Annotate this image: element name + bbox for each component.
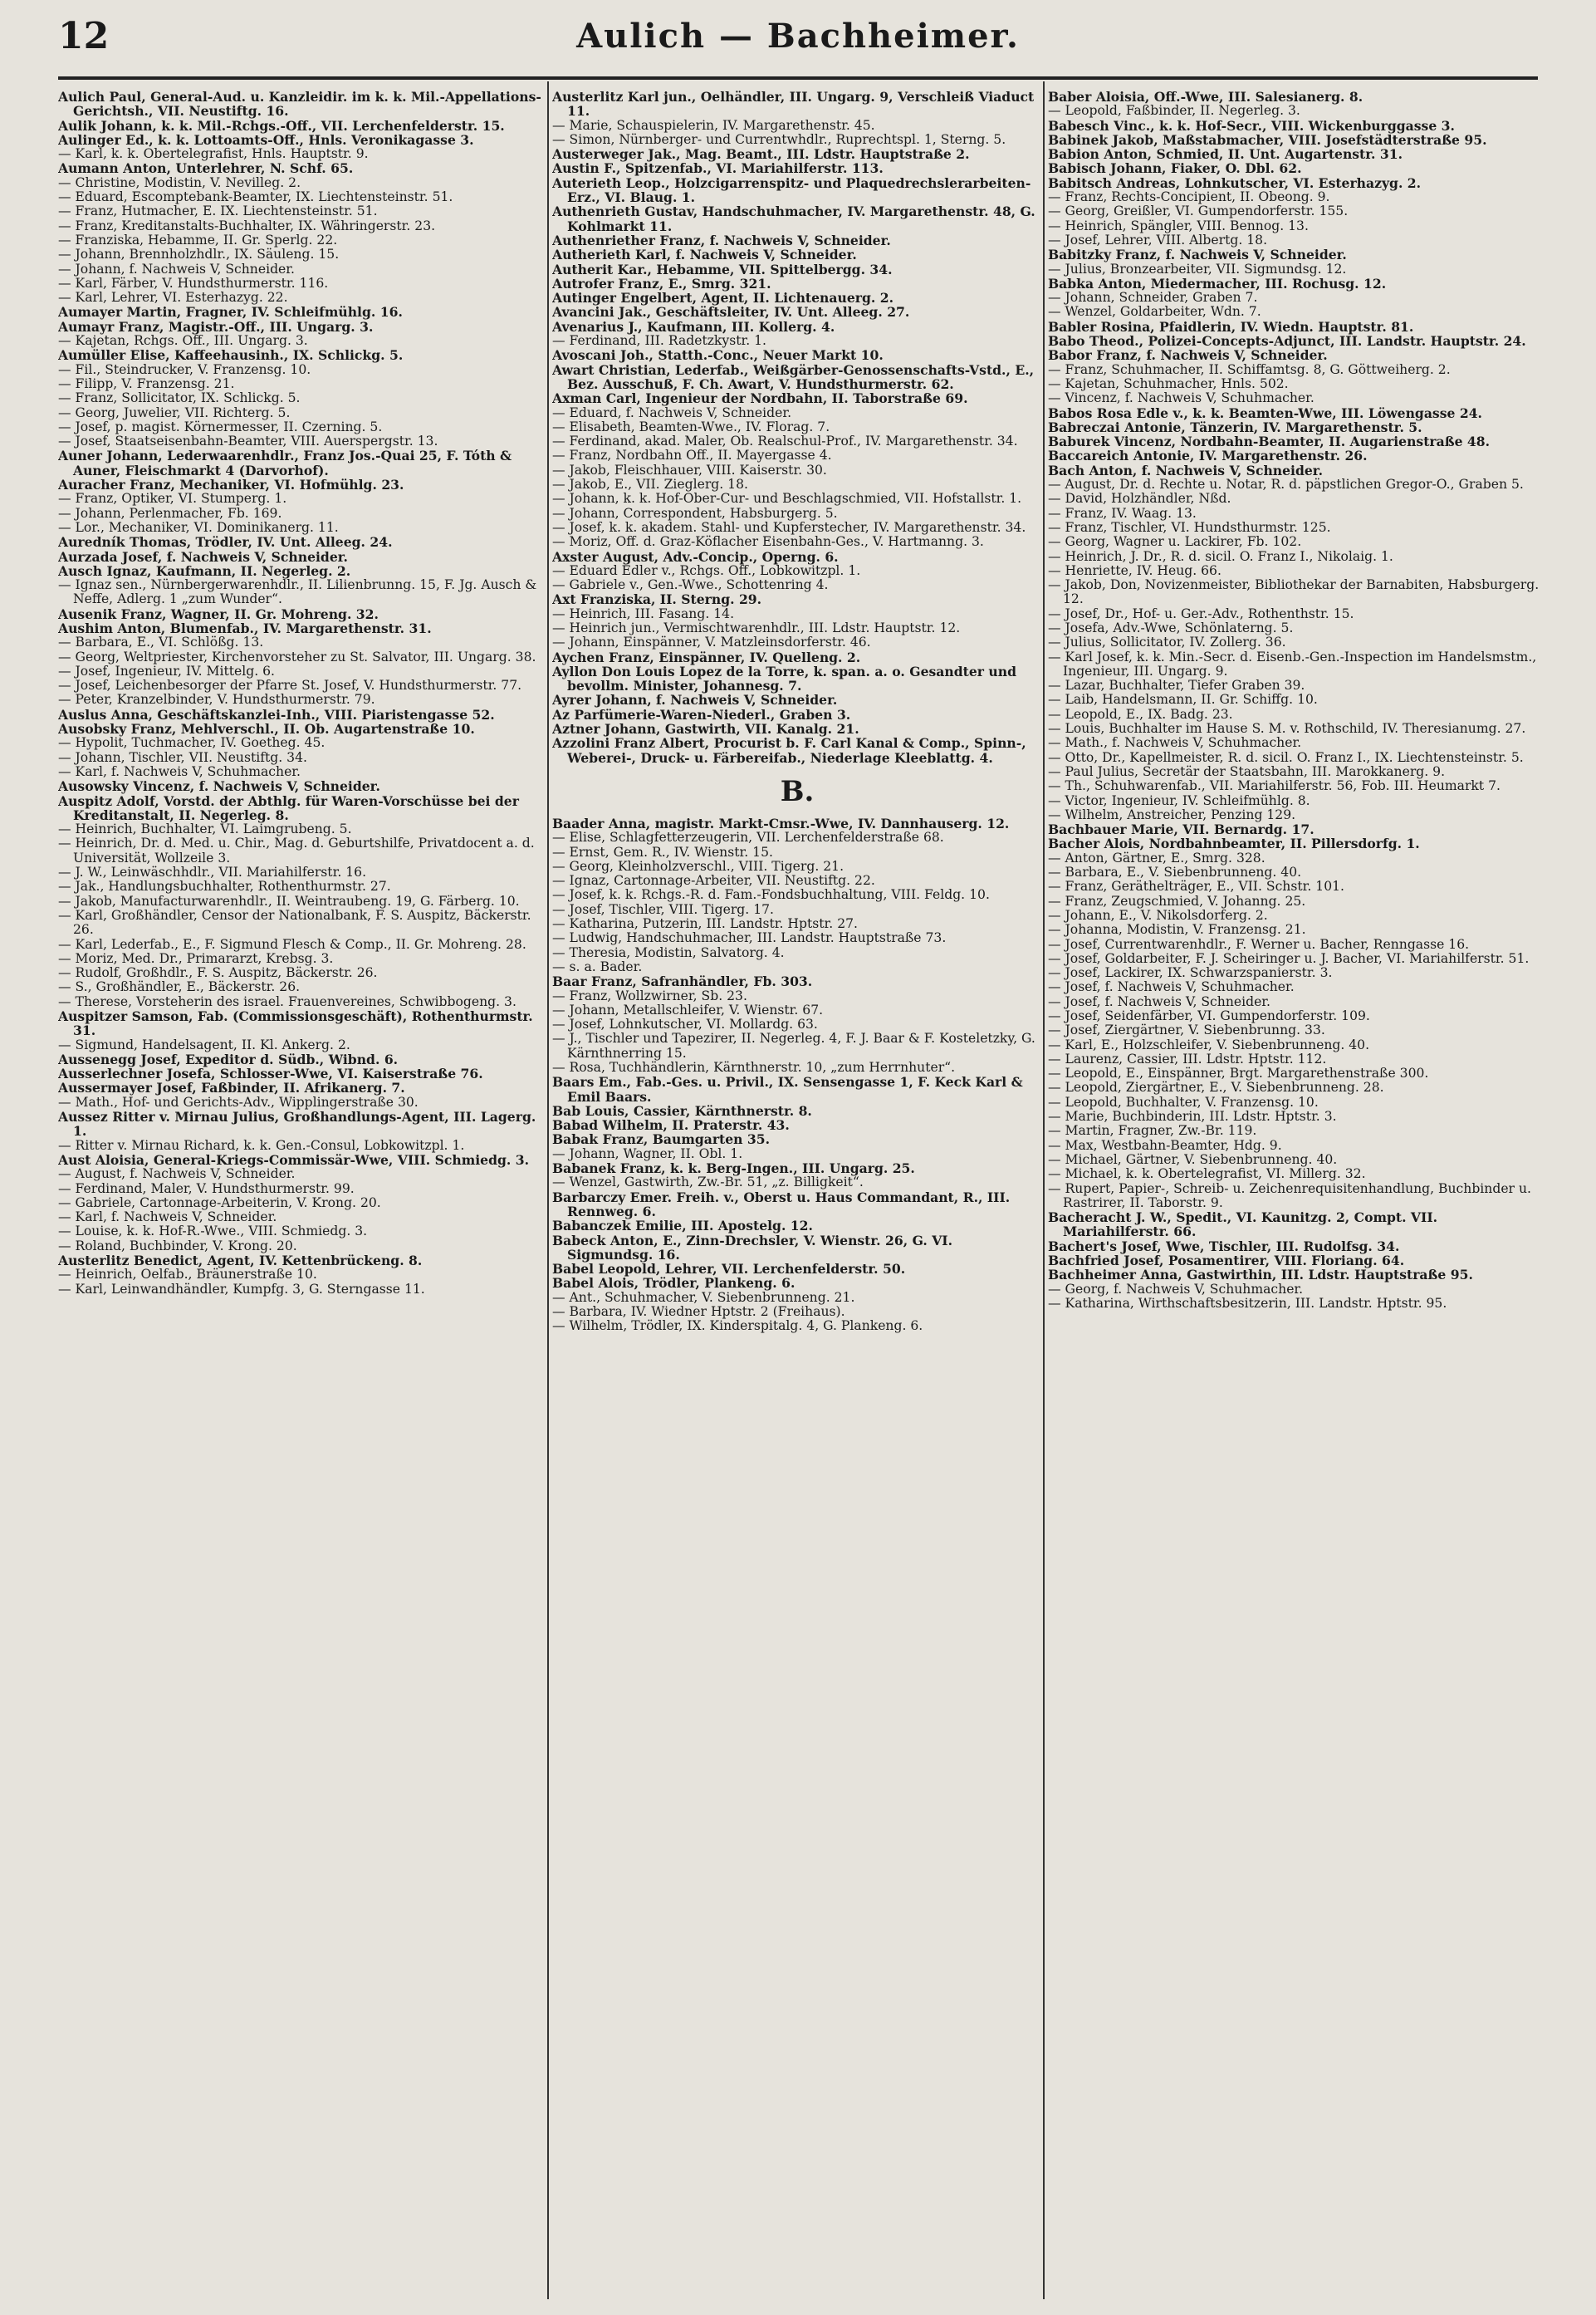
directory-entry: Auredník Thomas, Trödler, IV. Unt. Alleeg. 24. xyxy=(58,534,393,551)
directory-entry: — Jakob, E., VII. Zieglerg. 18. xyxy=(552,477,748,493)
directory-entry: — Jak., Handlungsbuchhalter, Rothenthurmstr. 27. xyxy=(58,879,391,895)
directory-entry: — Katharina, Wirthschaftsbesitzerin, III. Landstr. Hptstr. 95. xyxy=(1048,1295,1447,1311)
directory-entry: Aussenegg Josef, Expeditor d. Südb., Wibnd. 6. xyxy=(58,1051,399,1067)
directory-entry: — Josef, Ziergärtner, V. Siebenbrunng. 33. xyxy=(1048,1023,1325,1038)
directory-entry: — Jakob, Don, Novizenmeister, Bibliothekar der Barnabiten, Habsburgerg. 12. xyxy=(1048,577,1540,607)
directory-entry: — Leopold, Ziergärtner, E., V. Siebenbrunneng. 28. xyxy=(1048,1080,1384,1096)
directory-entry: — Johann, Wagner, II. Obl. 1. xyxy=(552,1145,743,1161)
directory-entry: — Franz, Zeugschmied, V. Johanng. 25. xyxy=(1048,893,1306,909)
directory-entry: — Sigmund, Handelsagent, II. Kl. Ankerg. 2. xyxy=(58,1037,350,1052)
directory-entry: — Karl, f. Nachweis V, Schuhmacher. xyxy=(58,763,301,779)
directory-entry: — Barbara, E., VI. Schlößg. 13. xyxy=(58,635,264,650)
directory-entry: Babad Wilhelm, II. Praterstr. 43. xyxy=(552,1117,790,1134)
directory-entry: — Ant., Schuhmacher, V. Siebenbrunneng. 21. xyxy=(552,1289,855,1305)
directory-entry: — Johann, Metallschleifer, V. Wienstr. 67. xyxy=(552,1002,824,1018)
page-number: 12 xyxy=(58,15,110,57)
directory-entry: Aumayr Franz, Magistr.-Off., III. Ungarg. 3. xyxy=(58,318,374,335)
directory-entry: Babak Franz, Baumgarten 35. xyxy=(552,1131,771,1148)
directory-entry: — Josef, Staatseisenbahn-Beamter, VIII. Auerspergstr. 13. xyxy=(58,434,438,449)
directory-entry: Baader Anna, magistr. Markt-Cmsr.-Wwe, IV. Dannhauserg. 12. xyxy=(552,815,1010,831)
directory-entry: — Johann, E., V. Nikolsdorferg. 2. xyxy=(1048,907,1268,923)
directory-entry: — Henriette, IV. Heug. 66. xyxy=(1048,562,1221,578)
directory-entry: — Karl, E., Holzschleifer, V. Siebenbrunneng. 40. xyxy=(1048,1037,1370,1052)
directory-entry: — Josef, k. k. akadem. Stahl- und Kupferstecher, IV. Margarethenstr. 34. xyxy=(552,519,1026,535)
directory-entry: — Josef, Lackirer, IX. Schwarzspanierstr. 3. xyxy=(1048,965,1333,981)
directory-entry: — Gabriele, Cartonnage-Arbeiterin, V. Krong. 20. xyxy=(58,1194,381,1210)
directory-entry: — Martin, Fragner, Zw.-Br. 119. xyxy=(1048,1123,1257,1139)
directory-entry: — Josef, Dr., Hof- u. Ger.-Adv., Rothenthstr. 15. xyxy=(1048,606,1354,621)
directory-entry: — August, Dr. d. Rechte u. Notar, R. d. päpstlichen Gregor-O., Graben 5. xyxy=(1048,477,1524,493)
directory-entry: — Heinrich, Dr. d. Med. u. Chir., Mag. d. Geburtshilfe, Privatdocent a. d. Universität, Wollzeile 3. xyxy=(58,836,535,866)
directory-entry: Avenarius J., Kaufmann, III. Kollerg. 4. xyxy=(552,318,835,335)
directory-entry: — Wilhelm, Trödler, IX. Kinderspitalg. 4, G. Plankeng. 6. xyxy=(552,1318,923,1334)
directory-entry: — Karl, Lehrer, VI. Esterhazyg. 22. xyxy=(58,290,288,306)
directory-entry: Auracher Franz, Mechaniker, VI. Hofmühlg. 23. xyxy=(58,477,404,493)
directory-entry: Babanek Franz, k. k. Berg-Ingen., III. Ungarg. 25. xyxy=(552,1160,915,1177)
directory-entry: — Josef, f. Nachweis V, Schneider. xyxy=(1048,993,1270,1009)
directory-entry: — Kajetan, Schuhmacher, Hnls. 502. xyxy=(1048,375,1289,391)
directory-entry: — Johann, Correspondent, Habsburgerg. 5. xyxy=(552,505,838,521)
directory-entry: Aulinger Ed., k. k. Lottoamts-Off., Hnls. Veronikagasse 3. xyxy=(58,131,474,148)
directory-entry: — Ignaz, Cartonnage-Arbeiter, VII. Neustiftg. 22. xyxy=(552,873,875,889)
directory-entry: — Leopold, Buchhalter, V. Franzensg. 10. xyxy=(1048,1094,1319,1110)
directory-entry: Autherieth Karl, f. Nachweis V, Schneider. xyxy=(552,247,857,263)
directory-entry: — Georg, f. Nachweis V, Schuhmacher. xyxy=(1048,1281,1304,1297)
directory-entry: — Leopold, Faßbinder, II. Negerleg. 3. xyxy=(1048,103,1300,119)
running-title: Aulich — Bachheimer. xyxy=(576,17,1020,56)
directory-entry: — Heinrich, J. Dr., R. d. sicil. O. Franz I., Nikolaig. 1. xyxy=(1048,548,1393,564)
directory-entry: — Rudolf, Großhdlr., F. S. Auspitz, Bäckerstr. 26. xyxy=(58,965,378,981)
directory-entry: — Wilhelm, Anstreicher, Penzing 129. xyxy=(1048,807,1296,822)
directory-entry: — Rosa, Tuchhändlerin, Kärnthnerstr. 10, „zum Herrnhuter“. xyxy=(552,1060,956,1075)
directory-entry: — Laib, Handelsmann, II. Gr. Schiffg. 10. xyxy=(1048,692,1318,708)
directory-entry: Axster August, Adv.-Concip., Operng. 6. xyxy=(552,548,839,565)
directory-entry: — Johann, k. k. Hof-Ober-Cur- und Beschlagschmied, VII. Hofstallstr. 1. xyxy=(552,491,1022,507)
directory-entry: — Georg, Kleinholzverschl., VIII. Tigerg. 21. xyxy=(552,858,845,874)
directory-entry: — Johanna, Modistin, V. Franzensg. 21. xyxy=(1048,922,1306,938)
directory-entry: — Josef, Ingenieur, IV. Mittelg. 6. xyxy=(58,663,276,679)
directory-entry: Aurzada Josef, f. Nachweis V, Schneider. xyxy=(58,548,348,565)
directory-entry: — Simon, Nürnberger- und Currentwhdlr., Ruprechtspl. 1, Sterng. 5. xyxy=(552,131,1006,147)
directory-entry: — Theresia, Modistin, Salvatorg. 4. xyxy=(552,944,785,960)
column-3 xyxy=(1048,90,1546,2299)
directory-entry: — Marie, Schauspielerin, IV. Margarethenstr. 45. xyxy=(552,117,875,133)
directory-entry: — Josef, k. k. Rchgs.-R. d. Fam.-Fondsbuchhaltung, VIII. Feldg. 10. xyxy=(552,887,990,903)
directory-entry: Auner Johann, Lederwaarenhdlr., Franz Jos.-Quai 25, F. Tóth & Auner, Fleischmarkt 4 (Darvorhof). xyxy=(58,448,512,478)
directory-entry: — Leopold, E., IX. Badg. 23. xyxy=(1048,706,1233,722)
directory-entry: — Max, Westbahn-Beamter, Hdg. 9. xyxy=(1048,1137,1282,1153)
directory-entry: — Wenzel, Goldarbeiter, Wdn. 7. xyxy=(1048,304,1261,320)
directory-entry: — August, f. Nachweis V, Schneider. xyxy=(58,1166,296,1182)
directory-entry: — Georg, Greißler, VI. Gumpendorferstr. 155. xyxy=(1048,204,1349,219)
directory-entry: Austerlitz Karl jun., Oelhändler, III. Ungarg. 9, Verschleiß Viaduct 11. xyxy=(552,90,1035,120)
column-1 xyxy=(58,90,546,2299)
directory-entry: Babos Rosa Edle v., k. k. Beamten-Wwe, III. Löwengasse 24. xyxy=(1048,405,1482,421)
directory-entry: Babinek Jakob, Maßstabmacher, VIII. Josefstädterstraße 95. xyxy=(1048,131,1487,148)
column-2 xyxy=(552,90,1042,2299)
directory-entry: Babreczai Antonie, Tänzerin, IV. Margarethenstr. 5. xyxy=(1048,419,1422,435)
directory-entry: — Johann, Schneider, Graben 7. xyxy=(1048,290,1258,306)
directory-entry: — Marie, Buchbinderin, III. Ldstr. Hptstr. 3. xyxy=(1048,1109,1337,1125)
directory-entry: — Josef, Currentwarenhdlr., F. Werner u. Bacher, Renngasse 16. xyxy=(1048,936,1470,952)
directory-entry: — Franz, Kreditanstalts-Buchhalter, IX. Währingerstr. 23. xyxy=(58,218,436,233)
directory-entry: Az Parfümerie-Waren-Niederl., Graben 3. xyxy=(552,706,851,723)
directory-entry: — Josef, p. magist. Körnermesser, II. Czerning. 5. xyxy=(58,419,383,434)
directory-entry: Aulich Paul, General-Aud. u. Kanzleidir. im k. k. Mil.-Appellations-Gerichtsh., VII. Neustiftg. 16. xyxy=(58,90,541,120)
directory-entry: Babor Franz, f. Nachweis V, Schneider. xyxy=(1048,347,1328,364)
directory-entry: Bachbauer Marie, VII. Bernardg. 17. xyxy=(1048,822,1314,838)
directory-entry: Ausserlechner Josefa, Schlosser-Wwe, VI. Kaiserstraße 76. xyxy=(58,1066,483,1082)
directory-entry: — Victor, Ingenieur, IV. Schleifmühlg. 8. xyxy=(1048,792,1310,808)
directory-entry: — J., Tischler und Tapezirer, II. Negerleg. 4, F. J. Baar & F. Kosteletzky, G. Kärnthnerring 15. xyxy=(552,1031,1035,1061)
directory-entry: Ausowsky Vincenz, f. Nachweis V, Schneider. xyxy=(58,778,380,795)
directory-entry: — Michael, k. k. Obertelegrafist, VI. Millerg. 32. xyxy=(1048,1166,1366,1182)
directory-entry: — Karl, k. k. Obertelegrafist, Hnls. Hauptstr. 9. xyxy=(58,146,369,162)
directory-entry: Bacheracht J. W., Spedit., VI. Kaunitzg. 2, Compt. VII. Mariahilferstr. 66. xyxy=(1048,1209,1438,1240)
directory-entry: — Therese, Vorsteherin des israel. Frauenvereines, Schwibbogeng. 3. xyxy=(58,993,516,1009)
directory-entry: — Vincenz, f. Nachweis V, Schuhmacher. xyxy=(1048,390,1314,406)
directory-entry: Azzolini Franz Albert, Procurist b. F. Carl Kanal & Comp., Spinn-, Weberei-, Druck- u. Färbereifab., Niederlage Kleeblattg. 4. xyxy=(552,735,1026,766)
directory-entry: — Franz, Schuhmacher, II. Schiffamtsg. 8, G. Göttweiherg. 2. xyxy=(1048,361,1451,377)
directory-entry: — Moriz, Med. Dr., Primararzt, Krebsg. 3. xyxy=(58,950,334,966)
directory-entry: Autinger Engelbert, Agent, II. Lichtenauerg. 2. xyxy=(552,290,894,307)
directory-entry: — Rupert, Papier-, Schreib- u. Zeichenrequisitenhandlung, Buchbinder u. Rastrirer, II. Taborstr. 9. xyxy=(1048,1180,1531,1210)
directory-entry: — Lor., Mechaniker, VI. Dominikanerg. 11. xyxy=(58,519,339,535)
directory-entry: — Franz, Rechts-Concipient, II. Obeong. 9. xyxy=(1048,189,1330,205)
directory-entry: — Christine, Modistin, V. Nevilleg. 2. xyxy=(58,174,301,190)
directory-entry: Bachfried Josef, Posamentirer, VIII. Floriang. 64. xyxy=(1048,1253,1405,1269)
directory-entry: Ayrer Johann, f. Nachweis V, Schneider. xyxy=(552,692,838,709)
directory-entry: — Josef, Lehrer, VIII. Albertg. 18. xyxy=(1048,232,1268,248)
directory-entry: Austerweger Jak., Mag. Beamt., III. Ldstr. Hauptstraße 2. xyxy=(552,146,970,163)
directory-entry: Baccareich Antonie, IV. Margarethenstr. 26. xyxy=(1048,448,1368,464)
directory-entry: — Wenzel, Gastwirth, Zw.-Br. 51, „z. Billigkeit“. xyxy=(552,1175,864,1190)
directory-entry: — Roland, Buchbinder, V. Krong. 20. xyxy=(58,1238,297,1253)
directory-entry: Baars Em., Fab.-Ges. u. Privil., IX. Sensengasse 1, F. Keck Karl & Emil Baars. xyxy=(552,1074,1023,1105)
directory-entry: — Heinrich, Oelfab., Bräunerstraße 10. xyxy=(58,1267,317,1283)
directory-entry: — Johann, Perlenmacher, Fb. 169. xyxy=(58,505,282,521)
directory-entry: Bachert's Josef, Wwe, Tischler, III. Rudolfsg. 34. xyxy=(1048,1238,1400,1254)
header-rule xyxy=(58,76,1538,80)
column-divider xyxy=(547,81,549,2299)
directory-entry: Aumüller Elise, Kaffeehausinh., IX. Schlickg. 5. xyxy=(58,347,404,364)
directory-entry: — Johann, Brennholzhdlr., IX. Säuleng. 15. xyxy=(58,247,340,262)
directory-entry: — Lazar, Buchhalter, Tiefer Graben 39. xyxy=(1048,678,1305,694)
directory-entry: — Louise, k. k. Hof-R.-Wwe., VIII. Schmiedg. 3. xyxy=(58,1224,368,1239)
directory-entry: Babion Anton, Schmied, II. Unt. Augartenstr. 31. xyxy=(1048,146,1403,163)
directory-entry: — Georg, Weltpriester, Kirchenvorsteher zu St. Salvator, III. Ungarg. 38. xyxy=(58,649,536,665)
directory-entry: — Heinrich, Spängler, VIII. Bennog. 13. xyxy=(1048,218,1309,233)
directory-entry: — Elisabeth, Beamten-Wwe., IV. Florag. 7. xyxy=(552,419,830,434)
directory-entry: Aztner Johann, Gastwirth, VII. Kanalg. 21. xyxy=(552,721,859,738)
directory-entry: — Ferdinand, III. Radetzkystr. 1. xyxy=(552,333,766,349)
directory-entry: — Georg, Juwelier, VII. Richterg. 5. xyxy=(58,405,291,420)
directory-entry: Aust Aloisia, General-Kriegs-Commissär-Wwe, VIII. Schmiedg. 3. xyxy=(58,1151,530,1168)
directory-entry: Axt Franziska, II. Sterng. 29. xyxy=(552,591,762,608)
directory-entry: — Georg, Wagner u. Lackirer, Fb. 102. xyxy=(1048,534,1302,550)
directory-entry: — Franz, Hutmacher, E. IX. Liechtensteinstr. 51. xyxy=(58,204,378,219)
directory-entry: — Josef, Lohnkutscher, VI. Mollardg. 63. xyxy=(552,1017,818,1032)
directory-entry: Babel Leopold, Lehrer, VII. Lerchenfelderstr. 50. xyxy=(552,1261,906,1278)
directory-entry: — Eduard, f. Nachweis V, Schneider. xyxy=(552,405,792,420)
directory-entry: Auspitz Adolf, Vorstd. der Abthlg. für Waren-Vorschüsse bei der Kreditanstalt, II. Negerleg. 8. xyxy=(58,792,519,823)
directory-entry: — Hypolit, Tuchmacher, IV. Goetheg. 45. xyxy=(58,735,326,751)
directory-entry: — Ernst, Gem. R., IV. Wienstr. 15. xyxy=(552,844,773,860)
directory-entry: — Franz, Optiker, VI. Stumperg. 1. xyxy=(58,491,287,507)
directory-entry: Babka Anton, Miedermacher, III. Rochusg. 12. xyxy=(1048,275,1387,292)
directory-entry: — David, Holzhändler, Nßd. xyxy=(1048,491,1231,507)
directory-entry: — Barbara, IV. Wiedner Hptstr. 2 (Freihaus). xyxy=(552,1304,845,1320)
directory-entry: — Josef, Leichenbesorger der Pfarre St. Josef, V. Hundsthurmerstr. 77. xyxy=(58,678,522,694)
directory-entry: Babanczek Emilie, III. Apostelg. 12. xyxy=(552,1218,813,1234)
directory-entry: — Paul Julius, Secretär der Staatsbahn, III. Marokkanerg. 9. xyxy=(1048,763,1446,779)
directory-entry: — Karl, Färber, V. Hundsthurmerstr. 116. xyxy=(58,275,329,291)
directory-entry: — Ludwig, Handschuhmacher, III. Landstr. Hauptstraße 73. xyxy=(552,930,947,946)
directory-entry: Babisch Johann, Fiaker, O. Dbl. 62. xyxy=(1048,160,1302,177)
directory-entry: Autherit Kar., Hebamme, VII. Spittelbergg. 34. xyxy=(552,261,893,277)
directory-entry: — Josef, Tischler, VIII. Tigerg. 17. xyxy=(552,901,774,917)
directory-entry: — Math., f. Nachweis V, Schuhmacher. xyxy=(1048,735,1302,751)
directory-entry: Baburek Vincenz, Nordbahn-Beamter, II. Augarienstraße 48. xyxy=(1048,434,1491,450)
directory-entry: — Leopold, E., Einspänner, Brgt. Margarethenstraße 300. xyxy=(1048,1066,1429,1081)
directory-entry: — Ritter v. Mirnau Richard, k. k. Gen.-Consul, Lobkowitzpl. 1. xyxy=(58,1137,465,1153)
directory-entry: Babesch Vinc., k. k. Hof-Secr., VIII. Wickenburggasse 3. xyxy=(1048,117,1455,134)
directory-entry: — Moriz, Off. d. Graz-Köflacher Eisenbahn-Ges., V. Hartmanng. 3. xyxy=(552,534,984,550)
directory-entry: Bach Anton, f. Nachweis V, Schneider. xyxy=(1048,462,1323,478)
directory-entry: — Jakob, Fleischhauer, VIII. Kaiserstr. 30. xyxy=(552,462,827,478)
directory-entry: Aychen Franz, Einspänner, IV. Quelleng. 2. xyxy=(552,649,861,665)
directory-entry: — Eduard, Escomptebank-Beamter, IX. Liechtensteinstr. 51. xyxy=(58,189,453,205)
directory-entry: Ausch Ignaz, Kaufmann, II. Negerleg. 2. xyxy=(58,562,351,579)
directory-entry: Aulik Johann, k. k. Mil.-Rchgs.-Off., VII. Lerchenfelderstr. 15. xyxy=(58,117,505,134)
directory-entry: — Josef, f. Nachweis V, Schuhmacher. xyxy=(1048,979,1295,995)
directory-entry: — Ferdinand, Maler, V. Hundsthurmerstr. 99. xyxy=(58,1180,355,1196)
directory-entry: — Josefa, Adv.-Wwe, Schönlaterng. 5. xyxy=(1048,620,1294,635)
directory-entry: Awart Christian, Lederfab., Weißgärber-Genossenschafts-Vstd., E., Bez. Ausschuß, F. Ch. Awart, V. Hundsthurmerstr. 62. xyxy=(552,361,1035,392)
directory-entry: — Filipp, V. Franzensg. 21. xyxy=(58,375,235,391)
directory-entry: Authenrieth Gustav, Handschuhmacher, IV. Margarethenstr. 48, G. Kohlmarkt 11. xyxy=(552,204,1035,234)
directory-entry: Barbarczy Emer. Freih. v., Oberst u. Haus Commandant, R., III. Rennweg. 6. xyxy=(552,1189,1011,1219)
directory-entry: Avancini Jak., Geschäftsleiter, IV. Unt. Alleeg. 27. xyxy=(552,304,910,321)
directory-entry: Baber Aloisia, Off.-Wwe, III. Salesianerg. 8. xyxy=(1048,90,1363,105)
directory-entry: — Johann, Tischler, VII. Neustiftg. 34. xyxy=(58,749,307,765)
directory-entry: Aushim Anton, Blumenfab., IV. Margarethenstr. 31. xyxy=(58,620,432,636)
directory-entry: — Jakob, Manufacturwarenhdlr., II. Weintraubeng. 19, G. Färberg. 10. xyxy=(58,893,520,909)
directory-entry: Auspitzer Samson, Fab. (Commissionsgeschäft), Rothenthurmstr. 31. xyxy=(58,1008,533,1039)
directory-entry: — Josef, Goldarbeiter, F. J. Scheiringer u. J. Bacher, VI. Mariahilferstr. 51. xyxy=(1048,950,1530,966)
directory-entry: — Eduard Edler v., Rchgs. Off., Lobkowitzpl. 1. xyxy=(552,562,861,578)
directory-entry: — Julius, Sollicitator, IV. Zollerg. 36. xyxy=(1048,635,1286,650)
directory-entry: — Franz, Tischler, VI. Hundsthurmstr. 125. xyxy=(1048,519,1331,535)
directory-entry: Bab Louis, Cassier, Kärnthnerstr. 8. xyxy=(552,1102,812,1119)
directory-entry: — Johann, Einspänner, V. Matzleinsdorferstr. 46. xyxy=(552,635,871,650)
directory-entry: Babitsch Andreas, Lohnkutscher, VI. Esterhazyg. 2. xyxy=(1048,174,1422,191)
directory-entry: — Michael, Gärtner, V. Siebenbrunneng. 40. xyxy=(1048,1151,1338,1167)
directory-entry: — Katharina, Putzerin, III. Landstr. Hptstr. 27. xyxy=(552,916,859,932)
directory-entry: — Heinrich, Buchhalter, VI. Laimgrubeng. 5. xyxy=(58,822,352,837)
directory-entry: — Peter, Kranzelbinder, V. Hundsthurmerstr. 79. xyxy=(58,692,375,708)
directory-entry: Baar Franz, Safranhändler, Fb. 303. xyxy=(552,974,813,990)
directory-entry: Bacher Alois, Nordbahnbeamter, II. Pillersdorfg. 1. xyxy=(1048,836,1420,852)
directory-entry: — Karl, Lederfab., E., F. Sigmund Flesch & Comp., II. Gr. Mohreng. 28. xyxy=(58,936,526,952)
directory-entry: Bachheimer Anna, Gastwirthin, III. Ldstr. Hauptstraße 95. xyxy=(1048,1267,1473,1283)
directory-entry: — Karl, Großhändler, Censor der Nationalbank, F. S. Auspitz, Bäckerstr. 26. xyxy=(58,907,531,938)
directory-entry: — Heinrich, III. Fasang. 14. xyxy=(552,606,735,621)
directory-entry: — Julius, Bronzearbeiter, VII. Sigmundsg. 12. xyxy=(1048,261,1347,277)
directory-entry: — J. W., Leinwäschhdlr., VII. Mariahilferstr. 16. xyxy=(58,865,367,880)
directory-entry: — Laurenz, Cassier, III. Ldstr. Hptstr. 112. xyxy=(1048,1051,1327,1067)
directory-entry: Aumayer Martin, Fragner, IV. Schleifmühlg. 16. xyxy=(58,304,403,321)
directory-entry: — Fil., Steindrucker, V. Franzensg. 10. xyxy=(58,361,311,377)
directory-entry: — Ignaz sen., Nürnbergerwarenhdlr., II. Lilienbrunng. 15, F. Jg. Ausch & Neffe, Adlerg. 1 „zum Wunder“. xyxy=(58,577,537,607)
directory-entry: Aussermayer Josef, Faßbinder, II. Afrikanerg. 7. xyxy=(58,1080,405,1096)
directory-entry: — Karl, f. Nachweis V, Schneider. xyxy=(58,1209,277,1225)
directory-entry: Babler Rosina, Pfaidlerin, IV. Wiedn. Hauptstr. 81. xyxy=(1048,318,1414,335)
directory-entry: Axman Carl, Ingenieur der Nordbahn, II. Taborstraße 69. xyxy=(552,390,968,407)
directory-entry: Avoscani Joh., Statth.-Conc., Neuer Markt 10. xyxy=(552,347,884,364)
directory-entry: Ausenik Franz, Wagner, II. Gr. Mohreng. 32. xyxy=(58,606,379,622)
directory-entry: — Franz, IV. Waag. 13. xyxy=(1048,505,1197,521)
directory-entry: Austerlitz Benedict, Agent, IV. Kettenbrückeng. 8. xyxy=(58,1253,423,1269)
directory-entry: — S., Großhändler, E., Bäckerstr. 26. xyxy=(58,979,301,995)
directory-entry: — Kajetan, Rchgs. Off., III. Ungarg. 3. xyxy=(58,333,308,349)
directory-entry: Babo Theod., Polizei-Concepts-Adjunct, III. Landstr. Hauptstr. 24. xyxy=(1048,333,1526,350)
directory-entry: — Josef, Seidenfärber, VI. Gumpendorferstr. 109. xyxy=(1048,1008,1370,1023)
directory-entry: Babitzky Franz, f. Nachweis V, Schneider. xyxy=(1048,247,1347,263)
directory-entry: — Franz, Sollicitator, IX. Schlickg. 5. xyxy=(58,390,301,406)
directory-entry: — s. a. Bader. xyxy=(552,959,643,974)
directory-entry: — Gabriele v., Gen.-Wwe., Schottenring 4. xyxy=(552,577,829,593)
directory-entry: — Franz, Nordbahn Off., II. Mayergasse 4. xyxy=(552,448,832,463)
directory-entry: — Franziska, Hebamme, II. Gr. Sperlg. 22. xyxy=(58,232,338,248)
directory-entry: Austin F., Spitzenfab., VI. Mariahilferstr. 113. xyxy=(552,160,884,177)
directory-entry: — Elise, Schlagfetterzeugerin, VII. Lerchenfelderstraße 68. xyxy=(552,830,944,846)
directory-entry: — Anton, Gärtner, E., Smrg. 328. xyxy=(1048,850,1266,866)
directory-entry: — Otto, Dr., Kapellmeister, R. d. sicil. O. Franz I., IX. Liechtensteinstr. 5. xyxy=(1048,749,1524,765)
directory-entry: Aumann Anton, Unterlehrer, N. Schf. 65. xyxy=(58,160,354,177)
section-letter: B. xyxy=(780,774,815,808)
directory-entry: Authenriether Franz, f. Nachweis V, Schneider. xyxy=(552,232,891,248)
directory-entry: — Ferdinand, akad. Maler, Ob. Realschul-Prof., IV. Margarethenstr. 34. xyxy=(552,434,1018,449)
directory-entry: Aussez Ritter v. Mirnau Julius, Großhandlungs-Agent, III. Lagerg. 1. xyxy=(58,1109,536,1140)
directory-entry: — Johann, f. Nachweis V, Schneider. xyxy=(58,261,295,277)
column-divider xyxy=(1043,81,1045,2299)
directory-entry: Babeck Anton, E., Zinn-Drechsler, V. Wienstr. 26, G. VI. Sigmundsg. 16. xyxy=(552,1232,953,1263)
directory-entry: — Franz, Wollzwirner, Sb. 23. xyxy=(552,988,747,1003)
directory-entry: — Karl, Leinwandhändler, Kumpfg. 3, G. Sterngasse 11. xyxy=(58,1281,425,1297)
directory-entry: — Louis, Buchhalter im Hause S. M. v. Rothschild, IV. Theresianumg. 27. xyxy=(1048,721,1526,737)
directory-entry: — Karl Josef, k. k. Min.-Secr. d. Eisenb.-Gen.-Inspection im Handelsmstm., Ingenieur, III. Ungarg. 9. xyxy=(1048,649,1537,679)
directory-entry: Autrofer Franz, E., Smrg. 321. xyxy=(552,275,771,292)
directory-entry: Babel Alois, Trödler, Plankeng. 6. xyxy=(552,1275,796,1292)
directory-entry: — Heinrich jun., Vermischtwarenhdlr., III. Ldstr. Hauptstr. 12. xyxy=(552,620,961,635)
page-header xyxy=(58,15,1538,73)
directory-entry: Ausobsky Franz, Mehlverschl., II. Ob. Augartenstraße 10. xyxy=(58,721,475,738)
directory-entry: Auterieth Leop., Holzcigarrenspitz- und Plaquedrechslerarbeiten-Erz., VI. Blaug. 1. xyxy=(552,174,1031,206)
directory-entry: — Math., Hof- und Gerichts-Adv., Wipplingerstraße 30. xyxy=(58,1094,419,1110)
directory-entry: Ayllon Don Louis Lopez de la Torre, k. span. a. o. Gesandter und bevollm. Minister, Johannesg. 7. xyxy=(552,663,1016,694)
directory-entry: Auslus Anna, Geschäftskanzlei-Inh., VIII. Piaristengasse 52. xyxy=(58,706,495,723)
directory-entry: — Barbara, E., V. Siebenbrunneng. 40. xyxy=(1048,865,1302,880)
directory-entry: — Th., Schuhwarenfab., VII. Mariahilferstr. 56, Fob. III. Heumarkt 7. xyxy=(1048,778,1501,794)
directory-entry: — Franz, Geräthelträger, E., VII. Schstr. 101. xyxy=(1048,879,1344,895)
